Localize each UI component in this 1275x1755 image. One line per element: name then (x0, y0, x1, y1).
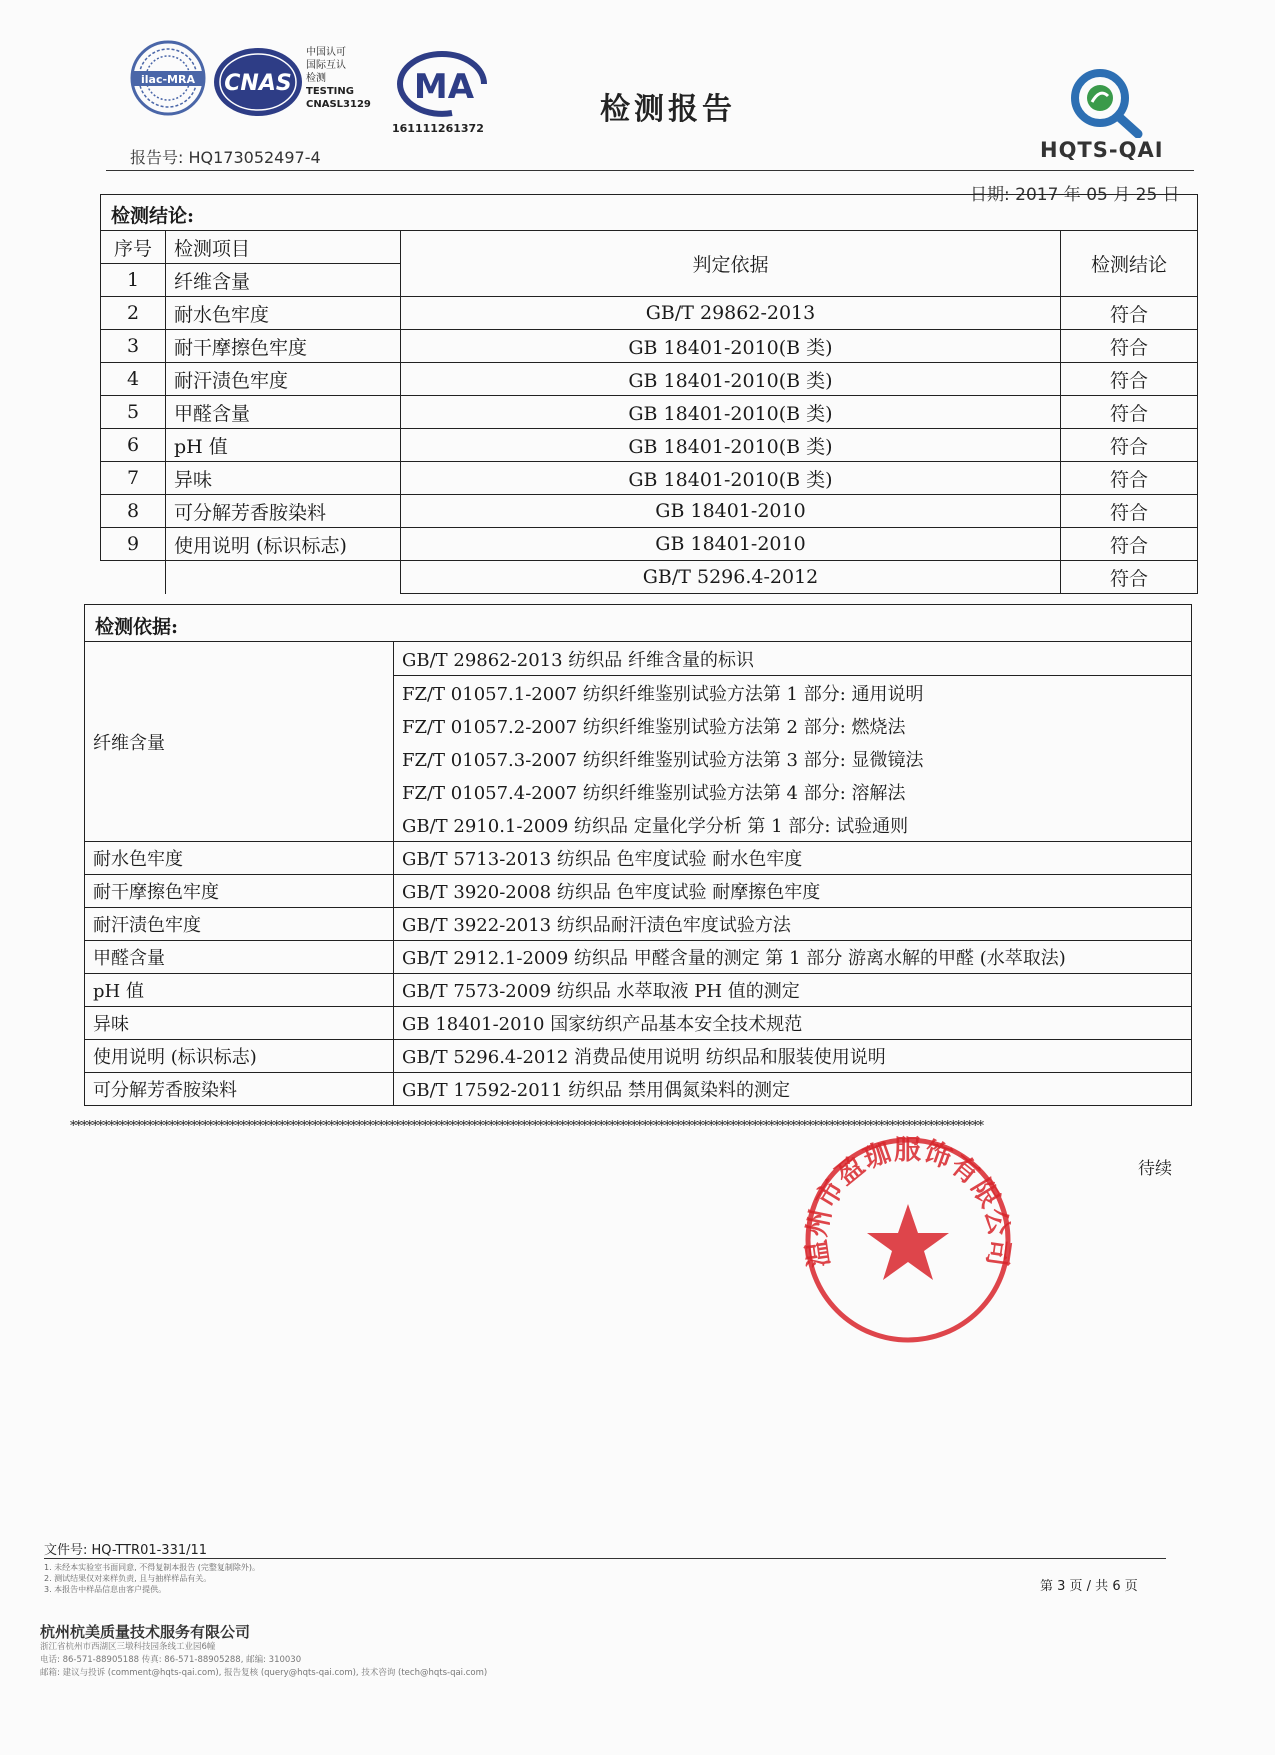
row-result: 符合 (1061, 528, 1198, 561)
basis-table (84, 641, 1192, 1106)
svg-text:MA: MA (413, 67, 475, 107)
svg-text:CNAS: CNAS (224, 71, 292, 96)
conclusion-title: 检测结论: (111, 205, 195, 227)
row-item: 可分解芳香胺染料 (166, 495, 401, 528)
table-row (85, 974, 1192, 1007)
row-no: 6 (101, 429, 166, 462)
row-no: 4 (101, 363, 166, 396)
header-divider (106, 170, 1194, 171)
cnas-logo (212, 44, 304, 120)
row-basis: GB 18401-2010(B 类) (401, 396, 1061, 429)
row-standard: GB 18401-2010 国家纺织产品基本安全技术规范 (394, 1007, 1192, 1040)
table-row (101, 561, 1198, 594)
row-standard: GB/T 3920-2008 纺织品 色牢度试验 耐摩擦色牢度 (394, 875, 1192, 908)
row-item: 耐水色牢度 (85, 842, 394, 875)
table-row (85, 941, 1192, 974)
row-standard: FZ/T 01057.3-2007 纺织纤维鉴别试验方法第 3 部分: 显微镜法 (394, 742, 1192, 775)
header-basis: 判定依据 (401, 231, 1061, 297)
cnas-line: 国际互认 (306, 60, 346, 71)
row-no: 8 (101, 495, 166, 528)
row-result: 符合 (1061, 297, 1198, 330)
table-row (85, 908, 1192, 941)
table-row (101, 330, 1198, 363)
cnas-accreditation-text (306, 46, 371, 111)
table-row (85, 842, 1192, 875)
table-row (85, 875, 1192, 908)
row-basis: GB 18401-2010(B 类) (401, 429, 1061, 462)
row-result: 符合 (1061, 462, 1198, 495)
row-standard: GB/T 2910.1-2009 纺织品 定量化学分析 第 1 部分: 试验通则 (394, 808, 1192, 842)
row-item: 使用说明 (标识标志) (166, 528, 401, 561)
row-no: 1 (101, 264, 166, 297)
row-basis: GB 18401-2010(B 类) (401, 462, 1061, 495)
svg-text:ilac-MRA: ilac-MRA (141, 73, 195, 86)
row-item: 异味 (85, 1007, 394, 1040)
table-row (85, 1007, 1192, 1040)
table-row (101, 528, 1198, 561)
row-result: 符合 (1061, 363, 1198, 396)
row-standard: GB/T 29862-2013 纺织品 纤维含量的标识 (394, 642, 1192, 676)
row-standard: GB/T 3922-2013 纺织品耐汗渍色牢度试验方法 (394, 908, 1192, 941)
report-number: 报告号: HQ173052497-4 (130, 148, 321, 167)
footer-note: 2. 测试结果仅对来样负责, 且与抽样样品有关。 (44, 1574, 212, 1583)
table-row (85, 1040, 1192, 1073)
row-result: 符合 (1061, 330, 1198, 363)
row-item: 耐汗渍色牢度 (85, 908, 394, 941)
table-row (101, 297, 1198, 330)
conclusion-header-box (100, 194, 1198, 231)
footer-note: 1. 未经本实验室书面同意, 不得复制本报告 (完整复制除外)。 (44, 1563, 261, 1572)
table-row (101, 429, 1198, 462)
row-standard: GB/T 5713-2013 纺织品 色牢度试验 耐水色牢度 (394, 842, 1192, 875)
separator-stars: ********************************************************************************************************************************************************************** (70, 1119, 983, 1134)
row-item: 异味 (166, 462, 401, 495)
row-item: 纤维含量 (166, 264, 401, 297)
basis-title: 检测依据: (95, 616, 179, 638)
row-standard: GB/T 2912.1-2009 纺织品 甲醛含量的测定 第 1 部分 游离水解的甲醛 (水萃取法) (394, 941, 1192, 974)
company-seal-stamp (798, 1130, 1018, 1350)
row-result: 符合 (1061, 396, 1198, 429)
row-item: 甲醛含量 (166, 396, 401, 429)
ilac-mra-logo (128, 38, 208, 118)
row-item: 耐汗渍色牢度 (166, 363, 401, 396)
row-empty-no (101, 561, 166, 594)
row-result: 符合 (1061, 561, 1198, 594)
row-item: 耐干摩擦色牢度 (85, 875, 394, 908)
row-empty-item (166, 561, 401, 594)
footer-note: 3. 本报告中样品信息由客户提供。 (44, 1585, 167, 1594)
conclusion-header-row (101, 231, 1198, 264)
row-no: 5 (101, 396, 166, 429)
row-result: 符合 (1061, 429, 1198, 462)
table-row (101, 363, 1198, 396)
cma-number: 161111261372 (392, 122, 484, 135)
report-title: 检测报告 (600, 92, 736, 127)
cnas-line: CNASL3129 (306, 99, 371, 110)
row-standard: FZ/T 01057.4-2007 纺织纤维鉴别试验方法第 4 部分: 溶解法 (394, 775, 1192, 808)
table-row (85, 1073, 1192, 1106)
header-item: 检测项目 (166, 231, 401, 264)
row-basis: GB/T 5296.4-2012 (401, 561, 1061, 594)
row-item: 使用说明 (标识标志) (85, 1040, 394, 1073)
row-basis: GB 18401-2010 (401, 495, 1061, 528)
row-no: 3 (101, 330, 166, 363)
cnas-line: 检测 (306, 73, 326, 84)
header-result: 检测结论 (1061, 231, 1198, 297)
cnas-line: 中国认可 (306, 47, 346, 58)
row-item: 可分解芳香胺染料 (85, 1073, 394, 1106)
hqts-brand: HQTS-QAI (1040, 138, 1164, 162)
row-standard: GB/T 17592-2011 纺织品 禁用偶氮染料的测定 (394, 1073, 1192, 1106)
row-item: pH 值 (85, 974, 394, 1007)
row-item: 耐水色牢度 (166, 297, 401, 330)
table-row (101, 495, 1198, 528)
company-contact (40, 1641, 487, 1680)
report-date: 日期: 2017 年 05 月 25 日 (970, 185, 1180, 205)
contact-line: 浙江省杭州市西湖区三墩科技园条线工业园6幢 (40, 1642, 216, 1652)
cma-logo (392, 50, 492, 118)
file-number: 文件号: HQ-TTR01-331/11 (44, 1543, 208, 1558)
row-item: pH 值 (166, 429, 401, 462)
row-standard: FZ/T 01057.2-2007 纺织纤维鉴别试验方法第 2 部分: 燃烧法 (394, 709, 1192, 742)
footer-divider (44, 1558, 1166, 1559)
row-standard: GB/T 7573-2009 纺织品 水萃取液 PH 值的测定 (394, 974, 1192, 1007)
footer-notes (44, 1562, 260, 1595)
cnas-line: TESTING (306, 86, 354, 97)
contact-line: 电话: 86-571-88905188 传真: 86-571-88905288, 邮编: 310030 (40, 1655, 302, 1665)
conclusion-table (100, 230, 1198, 594)
row-standard: GB/T 5296.4-2012 消费品使用说明 纺织品和服装使用说明 (394, 1040, 1192, 1073)
table-row (101, 396, 1198, 429)
row-result: 符合 (1061, 495, 1198, 528)
row-basis: GB 18401-2010 (401, 528, 1061, 561)
contact-line: 邮箱: 建议与投诉 (comment@hqts-qai.com), 报告复核 (query@hqts-qai.com), 技术咨询 (tech@hqts-qai.com) (40, 1668, 488, 1678)
row-basis: GB 18401-2010(B 类) (401, 330, 1061, 363)
continued-note: 待续 (1138, 1159, 1172, 1179)
row-item: 甲醛含量 (85, 941, 394, 974)
svg-text:温州市盈珈服饰有限公司: 温州市盈珈服饰有限公司 (801, 1134, 1015, 1270)
page-number: 第 3 页 / 共 6 页 (1040, 1579, 1138, 1594)
company-name: 杭州杭美质量技术服务有限公司 (40, 1623, 251, 1641)
row-basis: GB/T 29862-2013 (401, 297, 1061, 330)
row-item: 纤维含量 (85, 642, 394, 842)
table-row (101, 462, 1198, 495)
row-standard: FZ/T 01057.1-2007 纺织纤维鉴别试验方法第 1 部分: 通用说明 (394, 676, 1192, 710)
hqts-magnifier-logo (1062, 66, 1146, 138)
header-no: 序号 (101, 231, 166, 264)
row-basis: GB 18401-2010(B 类) (401, 363, 1061, 396)
basis-header-box (84, 604, 1192, 642)
row-no: 9 (101, 528, 166, 561)
row-item: 耐干摩擦色牢度 (166, 330, 401, 363)
table-row (85, 642, 1192, 676)
row-no: 2 (101, 297, 166, 330)
row-no: 7 (101, 462, 166, 495)
